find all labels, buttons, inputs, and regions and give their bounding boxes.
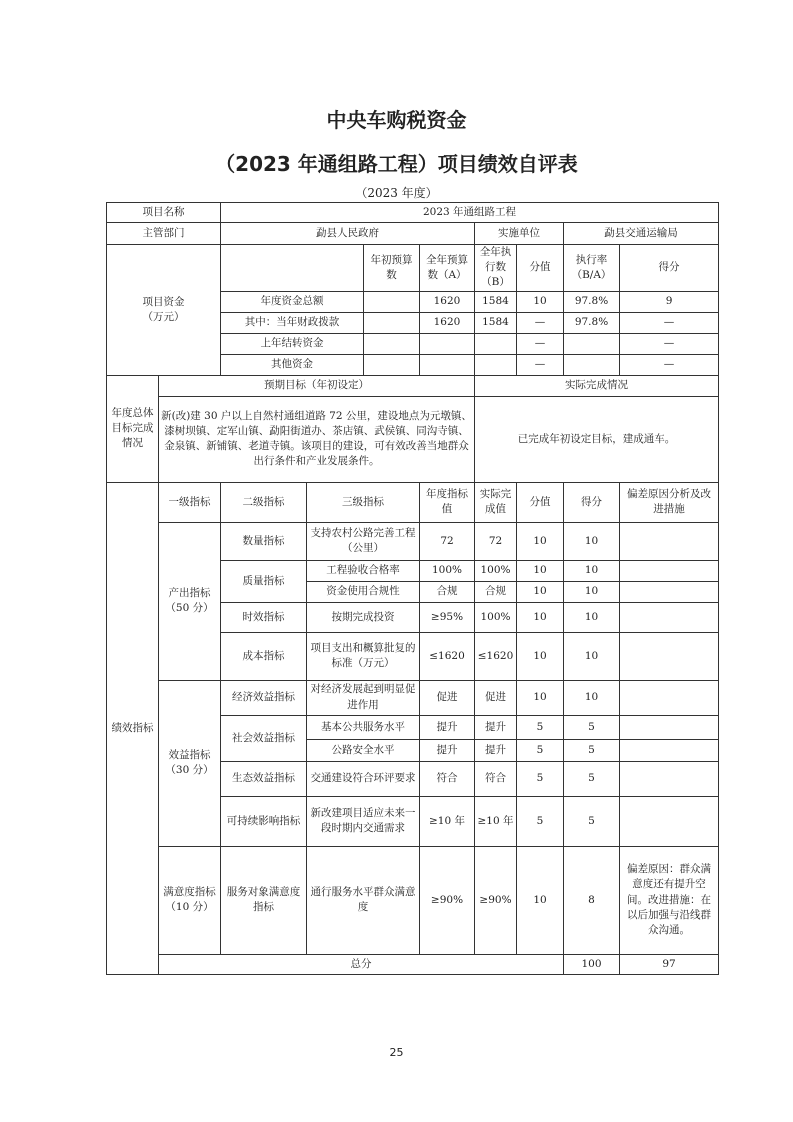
perf-score-val: 10: [517, 522, 564, 560]
perf-header-target: 年度指标值: [420, 482, 475, 522]
perf-note: [620, 602, 719, 632]
goal-expected-text: 新(改)建 30 户以上自然村通组道路 72 公里，建设地点为元墩镇、漆树坝镇、定军山镇、勐阳街道办、茶店镇、武侯镇、同沟寺镇、金泉镇、新铺镇、老道寺镇。该项目的建设，可有效改善当地群众出行条件和产业发展条件。: [159, 396, 475, 482]
perf-note: [620, 739, 719, 761]
performance-table: [106, 202, 719, 975]
perf-header-score: 得分: [564, 482, 620, 522]
funds-row-score-val: 10: [517, 291, 564, 312]
perf-score: 5: [564, 796, 620, 846]
funds-header-init: 年初预算数: [364, 245, 420, 292]
document-subtitle: （2023 年通组路工程）项目绩效自评表: [215, 152, 578, 176]
perf-actual: 提升: [475, 739, 517, 761]
perf-target: 符合: [420, 761, 475, 796]
perf-header-score-val: 分值: [517, 482, 564, 522]
funds-header-budget: 全年预算数（A）: [420, 245, 475, 292]
perf-score-val: 10: [517, 581, 564, 602]
perf-target: 合规: [420, 581, 475, 602]
funds-row-exec: [475, 354, 517, 375]
perf-actual: ≥10 年: [475, 796, 517, 846]
funds-row-init: [364, 354, 420, 375]
dept-value: 勐县人民政府: [221, 223, 475, 245]
perf-level1-cell: [159, 522, 221, 680]
perf-note: 偏差原因：群众满意度还有提升空间。改进措施：在以后加强与沿线群众沟通。: [620, 846, 719, 954]
perf-level3: 支持农村公路完善工程（公里）: [307, 522, 420, 560]
perf-note: [620, 632, 719, 680]
perf-note: [620, 522, 719, 560]
funds-row-score: 9: [620, 291, 719, 312]
perf-score-val: 10: [517, 846, 564, 954]
funds-row-score-val: —: [517, 354, 564, 375]
perf-actual: 符合: [475, 761, 517, 796]
perf-header-row: [107, 482, 719, 522]
perf-level1-name: 满意度指标: [163, 885, 216, 898]
perf-actual: ≥90%: [475, 846, 517, 954]
project-name-value: 2023 年通组路工程: [221, 203, 719, 223]
perf-level3: 资金使用合规性: [307, 581, 420, 602]
perf-score-val: 5: [517, 715, 564, 739]
perf-level2: 生态效益指标: [221, 761, 307, 796]
perf-level3: 公路安全水平: [307, 739, 420, 761]
perf-header-level3: 三级指标: [307, 482, 420, 522]
perf-level1-cell: [159, 680, 221, 846]
perf-header-note: 偏差原因分析及改进措施: [620, 482, 719, 522]
total-label: 总分: [159, 954, 564, 974]
perf-score: 5: [564, 739, 620, 761]
perf-level2: 质量指标: [221, 560, 307, 602]
funds-row-name: 其中：当年财政拨款: [221, 312, 364, 333]
perf-note: [620, 560, 719, 581]
goal-header-row: [107, 375, 719, 396]
perf-note: [620, 715, 719, 739]
perf-header-level1: 一级指标: [159, 482, 221, 522]
perf-score: 10: [564, 522, 620, 560]
perf-label: 绩效指标: [107, 482, 159, 974]
goal-expected-header: 预期目标（年初设定）: [159, 375, 475, 396]
perf-score-val: 10: [517, 602, 564, 632]
perf-level3: 按期完成投资: [307, 602, 420, 632]
perf-level3: 新改建项目适应未来一段时期内交通需求: [307, 796, 420, 846]
funds-row-budget: 1620: [420, 312, 475, 333]
funds-row-score-val: —: [517, 312, 564, 333]
funds-row-rate: [564, 333, 620, 354]
goal-label: 年度总体目标完成情况: [107, 375, 159, 482]
perf-target: 促进: [420, 680, 475, 715]
perf-score-val: 5: [517, 796, 564, 846]
dept-label: 主管部门: [107, 223, 221, 245]
funds-row-score: —: [620, 312, 719, 333]
funds-row-score: —: [620, 354, 719, 375]
perf-score-val: 5: [517, 761, 564, 796]
funds-header-score: 得分: [620, 245, 719, 292]
funds-row-rate: 97.8%: [564, 312, 620, 333]
funds-row-exec: [475, 333, 517, 354]
perf-note: [620, 761, 719, 796]
funds-header-score-val: 分值: [517, 245, 564, 292]
impl-label: 实施单位: [475, 223, 564, 245]
perf-level3: 交通建设符合环评要求: [307, 761, 420, 796]
perf-level2: 数量指标: [221, 522, 307, 560]
perf-score: 10: [564, 632, 620, 680]
goal-actual-header: 实际完成情况: [475, 375, 719, 396]
perf-level1-cell: [159, 846, 221, 954]
perf-level3: 工程验收合格率: [307, 560, 420, 581]
perf-header-actual: 实际完成值: [475, 482, 517, 522]
funds-row-budget: 1620: [420, 291, 475, 312]
perf-row: [107, 522, 719, 560]
funds-row-exec: 1584: [475, 312, 517, 333]
perf-score: 10: [564, 680, 620, 715]
perf-score: 10: [564, 560, 620, 581]
perf-target: 100%: [420, 560, 475, 581]
funds-row-init: [364, 312, 420, 333]
perf-target: 提升: [420, 739, 475, 761]
perf-score-val: 10: [517, 560, 564, 581]
perf-actual: ≤1620: [475, 632, 517, 680]
perf-level3: 对经济发展起到明显促进作用: [307, 680, 420, 715]
project-name-label: 项目名称: [107, 203, 221, 223]
funds-row-name: 其他资金: [221, 354, 364, 375]
funds-unit-text: （万元）: [142, 310, 185, 323]
perf-level1-sub: （50 分）: [165, 602, 214, 615]
perf-header-level2: 二级指标: [221, 482, 307, 522]
perf-actual: 合规: [475, 581, 517, 602]
funds-row-name: 年度资金总额: [221, 291, 364, 312]
perf-target: ≥10 年: [420, 796, 475, 846]
funds-label: [107, 245, 221, 376]
perf-target: ≥95%: [420, 602, 475, 632]
perf-score: 10: [564, 581, 620, 602]
perf-score-val: 10: [517, 632, 564, 680]
perf-score: 5: [564, 715, 620, 739]
funds-row-init: [364, 333, 420, 354]
perf-score-val: 5: [517, 739, 564, 761]
funds-row-rate: [564, 354, 620, 375]
project-name-row: [107, 203, 719, 223]
goal-content-row: [107, 396, 719, 482]
perf-level3: 基本公共服务水平: [307, 715, 420, 739]
perf-target: 72: [420, 522, 475, 560]
funds-row-exec: 1584: [475, 291, 517, 312]
perf-row: [107, 680, 719, 715]
funds-header-row: [107, 245, 719, 292]
total-row: [107, 954, 719, 974]
perf-level3: 项目支出和概算批复的标准（万元）: [307, 632, 420, 680]
funds-row-budget: [420, 354, 475, 375]
perf-level2: 成本指标: [221, 632, 307, 680]
impl-value: 勐县交通运输局: [564, 223, 719, 245]
year-label: （2023 年度）: [355, 186, 438, 200]
funds-row-init: [364, 291, 420, 312]
funds-label-text: 项目资金: [142, 295, 185, 308]
perf-note: [620, 581, 719, 602]
perf-level2: 时效指标: [221, 602, 307, 632]
perf-level2: 服务对象满意度指标: [221, 846, 307, 954]
perf-level3: 通行服务水平群众满意度: [307, 846, 420, 954]
perf-target: ≥90%: [420, 846, 475, 954]
funds-header-blank: [221, 245, 364, 292]
total-score: 97: [620, 954, 719, 974]
funds-row-budget: [420, 333, 475, 354]
perf-note: [620, 796, 719, 846]
perf-level2: 经济效益指标: [221, 680, 307, 715]
perf-row: [107, 846, 719, 954]
goal-actual-text: 已完成年初设定目标，建成通车。: [475, 396, 719, 482]
perf-note: [620, 680, 719, 715]
perf-actual: 促进: [475, 680, 517, 715]
perf-target: 提升: [420, 715, 475, 739]
perf-score: 8: [564, 846, 620, 954]
funds-header-rate: 执行率（B/A）: [564, 245, 620, 292]
document-title: 中央车购税资金: [326, 108, 467, 132]
funds-row-rate: 97.8%: [564, 291, 620, 312]
perf-actual: 提升: [475, 715, 517, 739]
perf-level2: 社会效益指标: [221, 715, 307, 761]
perf-level1-name: 效益指标: [168, 748, 211, 761]
department-row: [107, 223, 719, 245]
perf-actual: 100%: [475, 560, 517, 581]
perf-level1-sub: （30 分）: [165, 764, 214, 777]
page-number: 25: [389, 1046, 404, 1059]
perf-level1-name: 产出指标: [168, 586, 211, 599]
perf-actual: 72: [475, 522, 517, 560]
perf-score-val: 10: [517, 680, 564, 715]
funds-row-score-val: —: [517, 333, 564, 354]
perf-actual: 100%: [475, 602, 517, 632]
funds-header-exec: 全年执行数（B）: [475, 245, 517, 292]
perf-level1-sub: （10 分）: [165, 901, 214, 914]
perf-score: 5: [564, 761, 620, 796]
perf-score: 10: [564, 602, 620, 632]
total-score-val: 100: [564, 954, 620, 974]
perf-target: ≤1620: [420, 632, 475, 680]
funds-row-score: —: [620, 333, 719, 354]
perf-level2: 可持续影响指标: [221, 796, 307, 846]
funds-row-name: 上年结转资金: [221, 333, 364, 354]
